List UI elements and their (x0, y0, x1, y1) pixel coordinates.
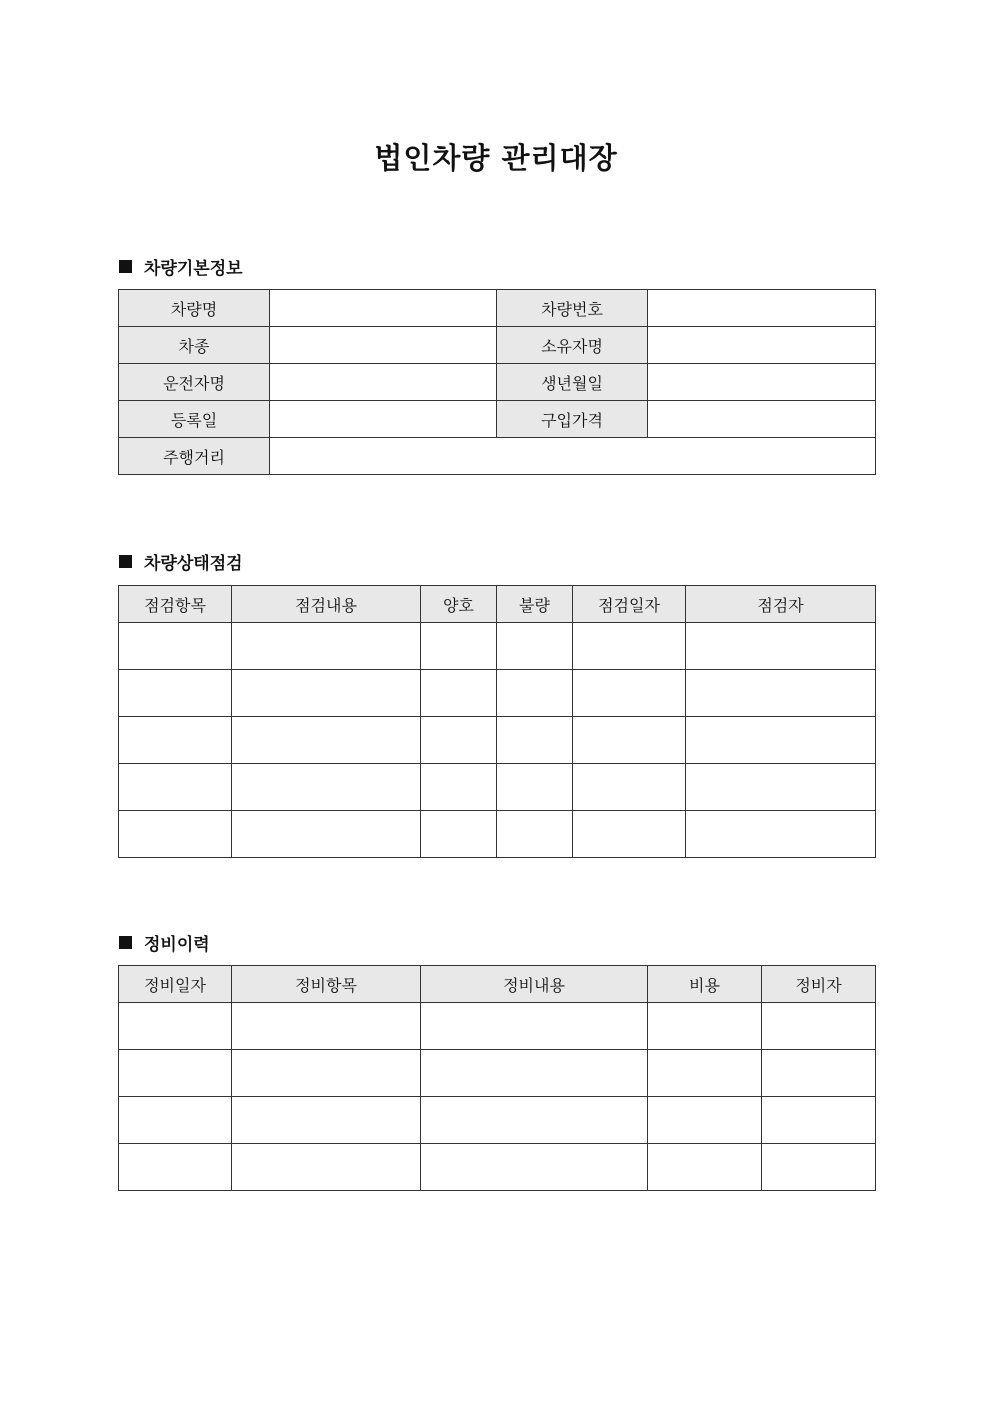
header-cell: 정비일자 (119, 966, 232, 1003)
table-cell[interactable] (119, 1097, 232, 1144)
table-cell[interactable] (686, 670, 876, 717)
label-driver-name: 운전자명 (119, 364, 270, 401)
table-cell[interactable] (119, 717, 232, 764)
table-cell[interactable] (497, 670, 573, 717)
table-cell[interactable] (421, 1003, 648, 1050)
header-cell: 불량 (497, 586, 573, 623)
label-purchase-price: 구입가격 (497, 401, 648, 438)
header-cell: 점검일자 (573, 586, 686, 623)
table-cell[interactable] (119, 764, 232, 811)
label-registration-date: 등록일 (119, 401, 270, 438)
table-cell[interactable] (762, 1050, 876, 1097)
section-title: 차량기본정보 (144, 259, 243, 279)
table-cell[interactable] (232, 1050, 421, 1097)
table-cell[interactable] (573, 717, 686, 764)
table-cell[interactable] (421, 811, 497, 858)
header-cell: 양호 (421, 586, 497, 623)
table-cell[interactable] (232, 764, 421, 811)
birth-date-field[interactable] (648, 364, 876, 401)
table-cell[interactable] (648, 1003, 762, 1050)
table-row (119, 1144, 876, 1191)
table-cell[interactable] (497, 764, 573, 811)
table-cell[interactable] (686, 764, 876, 811)
section-header-basic (119, 254, 243, 279)
mileage-field[interactable] (270, 438, 876, 475)
table-row (119, 623, 876, 670)
table-row (119, 670, 876, 717)
header-cell: 점검자 (686, 586, 876, 623)
section-header-maintenance (119, 930, 210, 955)
table-cell[interactable] (648, 1097, 762, 1144)
owner-name-field[interactable] (648, 327, 876, 364)
table-cell[interactable] (232, 811, 421, 858)
purchase-price-field[interactable] (648, 401, 876, 438)
header-cell: 점검내용 (232, 586, 421, 623)
table-cell[interactable] (421, 623, 497, 670)
table-cell[interactable] (421, 717, 497, 764)
table-cell[interactable] (232, 1003, 421, 1050)
header-cell: 점검항목 (119, 586, 232, 623)
table-cell[interactable] (232, 717, 421, 764)
section-title: 차량상태점검 (144, 554, 243, 574)
table-cell[interactable] (232, 1144, 421, 1191)
table-cell[interactable] (119, 1050, 232, 1097)
table-row (119, 811, 876, 858)
table-cell[interactable] (119, 670, 232, 717)
header-cell: 비용 (648, 966, 762, 1003)
inspection-table (118, 585, 876, 858)
label-owner-name: 소유자명 (497, 327, 648, 364)
table-cell[interactable] (119, 811, 232, 858)
table-cell[interactable] (232, 670, 421, 717)
section-title: 정비이력 (144, 935, 210, 955)
table-cell[interactable] (648, 1050, 762, 1097)
table-cell[interactable] (762, 1003, 876, 1050)
table-row (119, 1097, 876, 1144)
maintenance-table (118, 965, 876, 1191)
table-cell[interactable] (762, 1097, 876, 1144)
vehicle-name-field[interactable] (270, 290, 497, 327)
driver-name-field[interactable] (270, 364, 497, 401)
table-cell[interactable] (573, 811, 686, 858)
table-cell[interactable] (119, 1003, 232, 1050)
table-cell[interactable] (762, 1144, 876, 1191)
table-cell[interactable] (421, 1097, 648, 1144)
table-cell[interactable] (573, 623, 686, 670)
registration-date-field[interactable] (270, 401, 497, 438)
label-vehicle-name: 차량명 (119, 290, 270, 327)
table-row (119, 717, 876, 764)
label-vehicle-type: 차종 (119, 327, 270, 364)
table-cell[interactable] (421, 1144, 648, 1191)
header-cell: 정비내용 (421, 966, 648, 1003)
table-cell[interactable] (232, 623, 421, 670)
table-cell[interactable] (573, 764, 686, 811)
label-mileage: 주행거리 (119, 438, 270, 475)
label-vehicle-number: 차량번호 (497, 290, 648, 327)
table-cell[interactable] (232, 1097, 421, 1144)
page-title: 법인차량 관리대장 (374, 141, 618, 175)
table-cell[interactable] (686, 811, 876, 858)
table-cell[interactable] (421, 1050, 648, 1097)
table-cell[interactable] (573, 670, 686, 717)
header-cell: 정비자 (762, 966, 876, 1003)
table-cell[interactable] (686, 717, 876, 764)
table-cell[interactable] (421, 764, 497, 811)
table-cell[interactable] (119, 623, 232, 670)
square-bullet-icon (119, 555, 132, 568)
table-cell[interactable] (686, 623, 876, 670)
vehicle-type-field[interactable] (270, 327, 497, 364)
table-cell[interactable] (497, 717, 573, 764)
table-cell[interactable] (497, 811, 573, 858)
header-cell: 정비항목 (232, 966, 421, 1003)
square-bullet-icon (119, 936, 132, 949)
table-row (119, 764, 876, 811)
basic-info-table (118, 289, 876, 475)
table-row (119, 1003, 876, 1050)
square-bullet-icon (119, 260, 132, 273)
table-cell[interactable] (497, 623, 573, 670)
label-birth-date: 생년월일 (497, 364, 648, 401)
table-cell[interactable] (119, 1144, 232, 1191)
vehicle-number-field[interactable] (648, 290, 876, 327)
section-header-inspection (119, 549, 243, 574)
table-cell[interactable] (648, 1144, 762, 1191)
table-cell[interactable] (421, 670, 497, 717)
table-row (119, 1050, 876, 1097)
